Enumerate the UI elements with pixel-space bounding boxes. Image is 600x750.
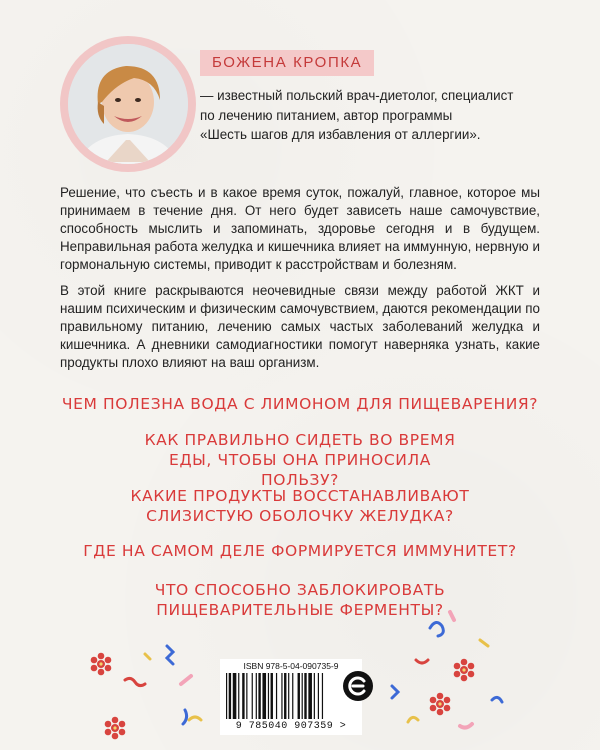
barcode-bar: [302, 673, 303, 719]
barcode-bar: [314, 673, 315, 719]
author-bio-line: — известный польский врач-диетолог, специалист: [200, 88, 514, 103]
barcode-bar: [322, 673, 323, 719]
barcode-bar: [262, 673, 266, 719]
barcode-bar: [271, 673, 273, 719]
question-5: ЧТО СПОСОБНО ЗАБЛОКИРОВАТЬ ПИЩЕВАРИТЕЛЬНЫЕ ФЕРМЕНТЫ?: [154, 581, 446, 619]
barcode-bar: [256, 673, 257, 719]
isbn-number: ISBN 978-5-04-090735-9: [243, 661, 339, 671]
barcode-bar: [298, 673, 300, 719]
question-2: КАК ПРАВИЛЬНО СИДЕТЬ ВО ВРЕМЯ ЕДЫ, ЧТОБЫ ОНА ПРИНОСИЛА ПОЛЬЗУ?: [144, 431, 456, 489]
barcode-bar: [246, 673, 247, 719]
barcode-bar: [242, 673, 244, 719]
barcode-bar: [226, 673, 227, 719]
barcode-digits: 9 785040 907359 >: [235, 721, 347, 732]
barcode-bar: [281, 673, 282, 719]
question-1: ЧЕМ ПОЛЕЗНА ВОДА С ЛИМОНОМ ДЛЯ ПИЩЕВАРЕНИЯ?: [61, 395, 539, 413]
description-paragraph-1: Решение, что съесть и в какое время суток, пожалуй, главное, которое мы принимаем в течение дня. От него будет зависеть наше самочувствие, способность мыслить и запоминать, здоровье сегодня и в будущем. Неправильная работа желудка и кишечника влияет на иммунную, нервную и гормональную системы, приводит к расстройствам и болезням.: [60, 185, 540, 272]
barcode-bar: [304, 673, 306, 719]
barcode-bar: [238, 673, 239, 719]
author-bio: [200, 86, 540, 145]
author-bio-line: по лечению питанием, автор программы: [200, 107, 453, 123]
question-3: КАКИЕ ПРОДУКТЫ ВОССТАНАВЛИВАЮТ СЛИЗИСТУЮ ОБОЛОЧКУ ЖЕЛУДКА?: [130, 487, 470, 525]
question-4: ГДЕ НА САМОМ ДЕЛЕ ФОРМИРУЕТСЯ ИММУНИТЕТ?: [83, 542, 517, 560]
barcode-bar: [288, 673, 289, 719]
barcode: [220, 659, 362, 735]
flower-doodles-right-icon: [380, 600, 520, 745]
description-paragraph-2: В этой книге раскрываются неочевидные связи между работой ЖКТ и нашим психическим и физическим самочувствием, даются рекомендации по правильному питанию, лечению самых частых заболеваний желудка и кишечника. А дневники самодиагностики помогут наверняка узнать, какие продукты плохо влияют на ваш организм.: [60, 283, 540, 370]
flower-doodles-left-icon: [85, 640, 220, 745]
barcode-bar: [268, 673, 269, 719]
author-name: БОЖЕНА КРОПКА: [200, 50, 374, 76]
author-photo: [68, 44, 188, 164]
barcode-bar: [258, 673, 260, 719]
publisher-logo-icon: [342, 670, 374, 702]
barcode-bar: [318, 673, 319, 719]
barcode-bar: [229, 673, 231, 719]
author-photo-frame: [60, 36, 196, 172]
barcode-bar: [233, 673, 237, 719]
barcode-bar: [292, 673, 293, 719]
barcode-bars-icon: [226, 673, 356, 719]
barcode-bar: [276, 673, 277, 719]
barcode-bar: [284, 673, 286, 719]
barcode-bar: [252, 673, 253, 719]
barcode-bar: [308, 673, 312, 719]
author-bio-line: «Шесть шагов для избавления от аллергии».: [200, 127, 481, 142]
